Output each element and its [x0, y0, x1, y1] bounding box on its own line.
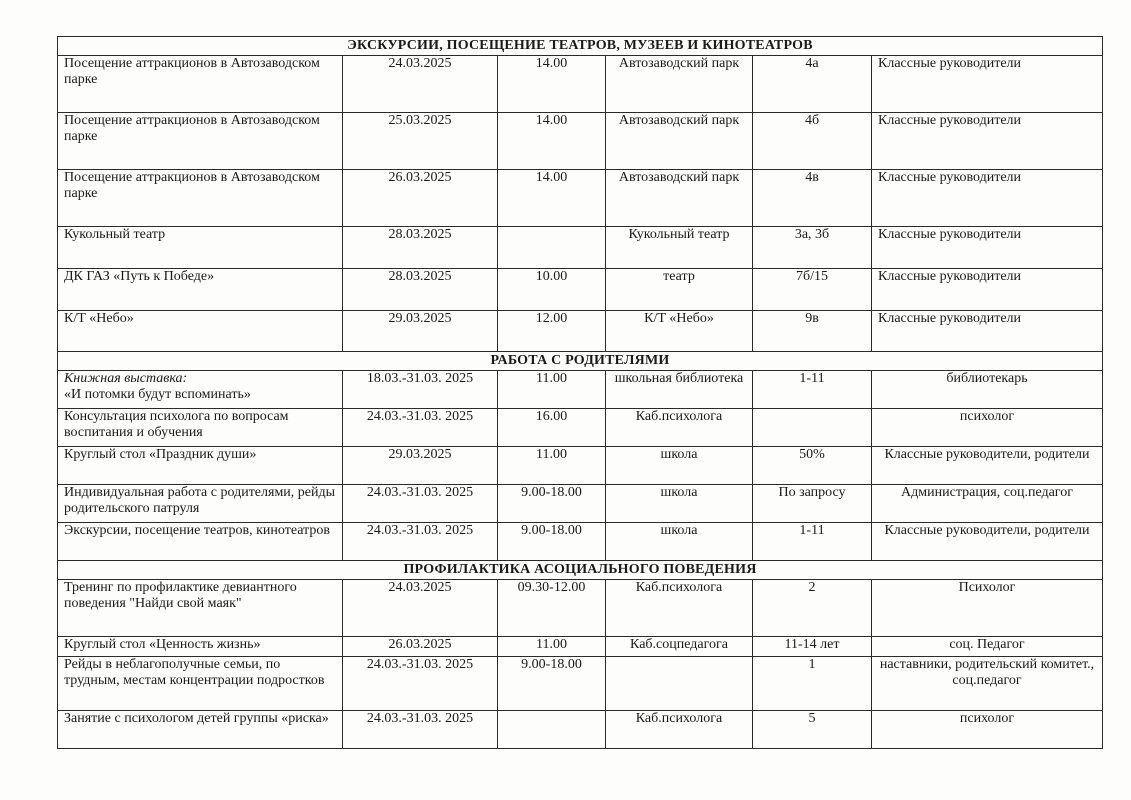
- event-cell: Посещение аттракционов в Автозаводском парке: [58, 170, 343, 227]
- event-cell: Тренинг по профилактике девиантного поведения "Найди свой маяк": [58, 580, 343, 637]
- date-cell: 24.03.-31.03. 2025: [343, 711, 498, 749]
- event-cell: Рейды в неблагополучные семьи, по трудным, местам концентрации подростков: [58, 657, 343, 711]
- responsible-cell: психолог: [872, 409, 1103, 447]
- responsible-cell: Классные руководители: [872, 113, 1103, 170]
- place-cell: Автозаводский парк: [606, 113, 753, 170]
- section-title: РАБОТА С РОДИТЕЛЯМИ: [58, 352, 1103, 371]
- event-cell: ДК ГАЗ «Путь к Победе»: [58, 269, 343, 311]
- event-cell: Индивидуальная работа с родителями, рейды родительского патруля: [58, 485, 343, 523]
- time-cell: 12.00: [498, 311, 606, 352]
- table-row: [58, 170, 1103, 227]
- section-title: ПРОФИЛАКТИКА АСОЦИАЛЬНОГО ПОВЕДЕНИЯ: [58, 561, 1103, 580]
- table-row: [58, 447, 1103, 485]
- participants-cell: 7б/15: [753, 269, 872, 311]
- responsible-cell: соц. Педагог: [872, 637, 1103, 657]
- date-cell: 24.03.-31.03. 2025: [343, 485, 498, 523]
- table-row: [58, 409, 1103, 447]
- time-cell: 16.00: [498, 409, 606, 447]
- time-cell: [498, 227, 606, 269]
- table-row: [58, 523, 1103, 561]
- participants-cell: 4в: [753, 170, 872, 227]
- place-cell: школа: [606, 447, 753, 485]
- date-cell: 24.03.2025: [343, 56, 498, 113]
- table-row: [58, 371, 1103, 409]
- time-cell: 14.00: [498, 56, 606, 113]
- responsible-cell: Классные руководители, родители: [872, 523, 1103, 561]
- responsible-cell: библиотекарь: [872, 371, 1103, 409]
- place-cell: школьная библиотека: [606, 371, 753, 409]
- table-row: [58, 311, 1103, 352]
- table-row: [58, 580, 1103, 637]
- date-cell: 25.03.2025: [343, 113, 498, 170]
- date-cell: 29.03.2025: [343, 447, 498, 485]
- table-row: [58, 56, 1103, 113]
- date-cell: 24.03.-31.03. 2025: [343, 523, 498, 561]
- section-header-row: [58, 352, 1103, 371]
- date-cell: 26.03.2025: [343, 170, 498, 227]
- event-cell: Круглый стол «Праздник души»: [58, 447, 343, 485]
- table-row: [58, 227, 1103, 269]
- time-cell: 9.00-18.00: [498, 657, 606, 711]
- participants-cell: 4б: [753, 113, 872, 170]
- date-cell: 18.03.-31.03. 2025: [343, 371, 498, 409]
- responsible-cell: Классные руководители: [872, 269, 1103, 311]
- date-cell: 24.03.-31.03. 2025: [343, 657, 498, 711]
- responsible-cell: психолог: [872, 711, 1103, 749]
- table-row: [58, 637, 1103, 657]
- participants-cell: 50%: [753, 447, 872, 485]
- place-cell: Каб.психолога: [606, 580, 753, 637]
- date-cell: 28.03.2025: [343, 269, 498, 311]
- date-cell: 29.03.2025: [343, 311, 498, 352]
- time-cell: [498, 711, 606, 749]
- time-cell: 9.00-18.00: [498, 485, 606, 523]
- participants-cell: 2: [753, 580, 872, 637]
- place-cell: К/Т «Небо»: [606, 311, 753, 352]
- time-cell: 11.00: [498, 371, 606, 409]
- participants-cell: 1-11: [753, 371, 872, 409]
- event-cell: Экскурсии, посещение театров, кинотеатров: [58, 523, 343, 561]
- participants-cell: 3а, 3б: [753, 227, 872, 269]
- participants-cell: 11-14 лет: [753, 637, 872, 657]
- participants-cell: 4а: [753, 56, 872, 113]
- time-cell: 9.00-18.00: [498, 523, 606, 561]
- event-prefix: Книжная выставка:: [64, 371, 188, 386]
- table-row: [58, 269, 1103, 311]
- responsible-cell: Классные руководители: [872, 56, 1103, 113]
- place-cell: школа: [606, 523, 753, 561]
- time-cell: 10.00: [498, 269, 606, 311]
- place-cell: Кукольный театр: [606, 227, 753, 269]
- event-cell: Консультация психолога по вопросам воспитания и обучения: [58, 409, 343, 447]
- plan-table: [57, 36, 1103, 749]
- participants-cell: 5: [753, 711, 872, 749]
- responsible-cell: Классные руководители, родители: [872, 447, 1103, 485]
- place-cell: [606, 657, 753, 711]
- event-cell: Занятие с психологом детей группы «риска»: [58, 711, 343, 749]
- place-cell: театр: [606, 269, 753, 311]
- time-cell: 11.00: [498, 637, 606, 657]
- table-row: [58, 657, 1103, 711]
- event-cell: К/Т «Небо»: [58, 311, 343, 352]
- date-cell: 24.03.2025: [343, 580, 498, 637]
- time-cell: 09.30-12.00: [498, 580, 606, 637]
- section-header-row: [58, 561, 1103, 580]
- event-cell: [58, 371, 343, 409]
- place-cell: школа: [606, 485, 753, 523]
- time-cell: 14.00: [498, 170, 606, 227]
- participants-cell: По запросу: [753, 485, 872, 523]
- responsible-cell: Классные руководители: [872, 227, 1103, 269]
- responsible-cell: Классные руководители: [872, 170, 1103, 227]
- participants-cell: 1-11: [753, 523, 872, 561]
- place-cell: Автозаводский парк: [606, 56, 753, 113]
- table-row: [58, 113, 1103, 170]
- event-cell: Посещение аттракционов в Автозаводском парке: [58, 113, 343, 170]
- event-cell: Кукольный театр: [58, 227, 343, 269]
- date-cell: 28.03.2025: [343, 227, 498, 269]
- responsible-cell: Психолог: [872, 580, 1103, 637]
- table-row: [58, 711, 1103, 749]
- section-title: ЭКСКУРСИИ, ПОСЕЩЕНИЕ ТЕАТРОВ, МУЗЕЕВ И КИНОТЕАТРОВ: [58, 37, 1103, 56]
- time-cell: 11.00: [498, 447, 606, 485]
- time-cell: 14.00: [498, 113, 606, 170]
- event-cell: Посещение аттракционов в Автозаводском парке: [58, 56, 343, 113]
- date-cell: 26.03.2025: [343, 637, 498, 657]
- event-text: «И потомки будут вспоминать»: [64, 387, 251, 402]
- place-cell: Каб.психолога: [606, 409, 753, 447]
- place-cell: Каб.соцпедагога: [606, 637, 753, 657]
- participants-cell: 1: [753, 657, 872, 711]
- section-header-row: [58, 37, 1103, 56]
- place-cell: Каб.психолога: [606, 711, 753, 749]
- table-row: [58, 485, 1103, 523]
- participants-cell: 9в: [753, 311, 872, 352]
- event-cell: Круглый стол «Ценность жизнь»: [58, 637, 343, 657]
- responsible-cell: наставники, родительский комитет., соц.педагог: [872, 657, 1103, 711]
- date-cell: 24.03.-31.03. 2025: [343, 409, 498, 447]
- responsible-cell: Классные руководители: [872, 311, 1103, 352]
- responsible-cell: Администрация, соц.педагог: [872, 485, 1103, 523]
- participants-cell: [753, 409, 872, 447]
- place-cell: Автозаводский парк: [606, 170, 753, 227]
